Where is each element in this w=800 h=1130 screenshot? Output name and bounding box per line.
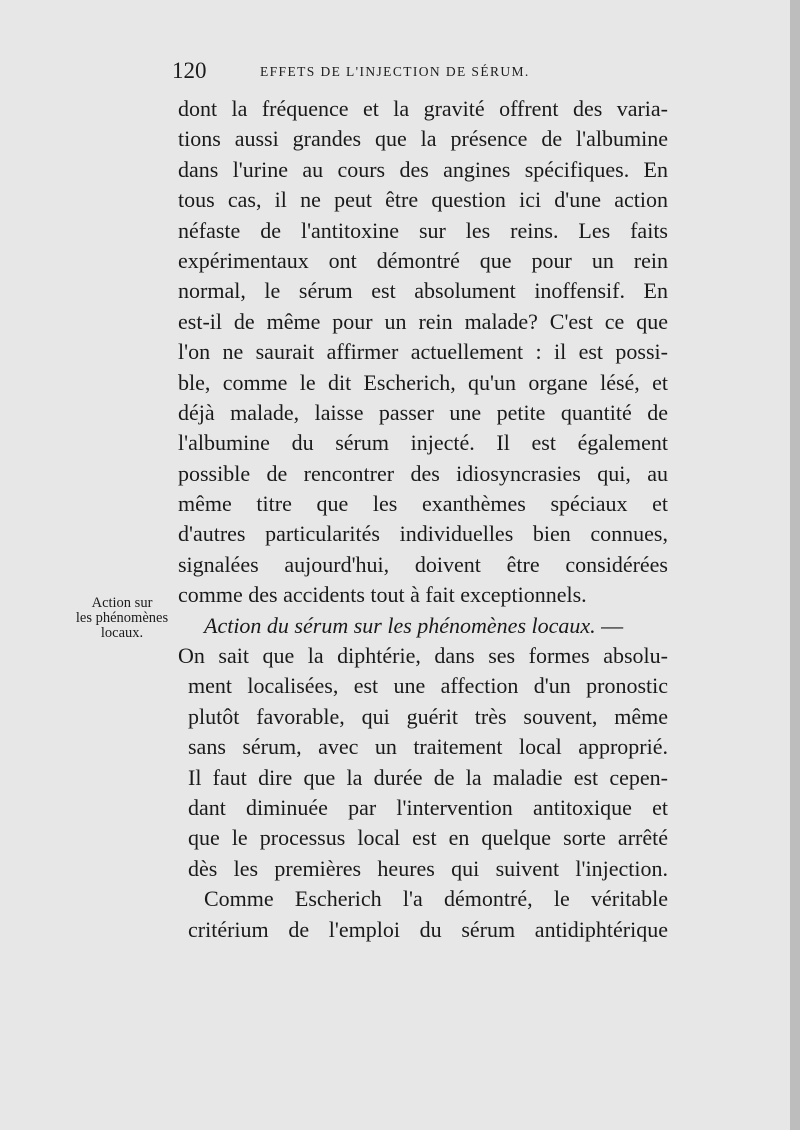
text-line: même titre que les exanthèmes spéciaux et [178, 491, 668, 517]
text-line: normal, le sérum est absolument inoffensif. En [178, 278, 668, 304]
text-line: l'albumine du sérum injecté. Il est également [178, 430, 668, 456]
margin-note-line: locaux. [100, 625, 144, 641]
text-line: dant diminuée par l'intervention antitoxique et [188, 794, 668, 820]
text-line: signalées aujourd'hui, doivent être considérées [178, 551, 668, 577]
text-line: expérimentaux ont démontré que pour un rein [178, 247, 668, 273]
text-line: tions aussi grandes que la présence de l'albumine [178, 126, 668, 152]
text-line: sans sérum, avec un traitement local approprié. [188, 734, 668, 760]
section-heading-dash: — [595, 612, 624, 638]
text-line: dans l'urine au cours des angines spécifiques. En [178, 156, 668, 182]
text-line: comme des accidents tout à fait exceptionnels. [178, 582, 587, 608]
text-line: néfaste de l'antitoxine sur les reins. Les faits [178, 217, 668, 243]
text-line: possible de rencontrer des idiosyncrasies qui, au [178, 460, 668, 486]
text-line: On sait que la diphtérie, dans ses formes absolu- [178, 643, 668, 669]
text-line: Il faut dire que la durée de la maladie est cepen- [188, 764, 668, 790]
margin-note-line: les phénomènes [75, 610, 169, 626]
text-line: Comme Escherich l'a démontré, le véritable [204, 886, 668, 912]
text-line: l'on ne saurait affirmer actuellement : il est possi- [178, 339, 668, 365]
text-line: plutôt favorable, qui guérit très souvent, même [188, 703, 668, 729]
margin-note [62, 596, 182, 641]
section-heading-line [178, 611, 668, 641]
text-line: est-il de même pour un rein malade? C'est ce que [178, 308, 668, 334]
page-header [172, 58, 602, 84]
text-line: critérium de l'emploi du sérum antidiphtérique [188, 916, 668, 942]
text-line: dont la fréquence et la gravité offrent des varia- [178, 96, 668, 121]
page-number: 120 [172, 58, 207, 83]
text-line: tous cas, il ne peut être question ici d'une action [178, 187, 668, 213]
text-line: dès les premières heures qui suivent l'injection. [188, 855, 668, 881]
text-line: déjà malade, laisse passer une petite quantité de [178, 399, 668, 425]
section-heading: Action du sérum sur les phénomènes locaux. [204, 612, 596, 638]
text-line: ble, comme le dit Escherich, qu'un organe lésé, et [178, 369, 668, 395]
body-text [178, 94, 668, 945]
page-spine-shadow [790, 0, 800, 1130]
running-title: EFFETS DE L'INJECTION DE SÉRUM. [260, 64, 530, 79]
text-line: ment localisées, est une affection d'un pronostic [188, 673, 668, 699]
margin-note-line: Action sur [91, 595, 153, 611]
text-line: d'autres particularités individuelles bien connues, [178, 521, 668, 547]
text-line: que le processus local est en quelque sorte arrêté [188, 825, 668, 851]
